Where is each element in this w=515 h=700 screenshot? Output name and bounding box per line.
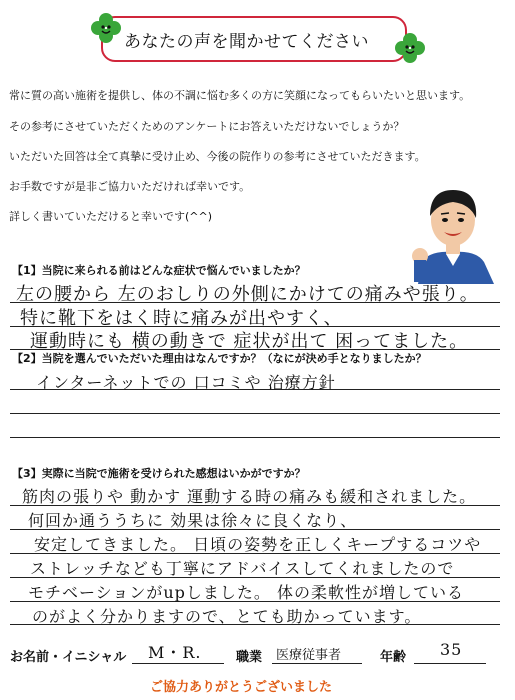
intro-line: 常に質の高い施術を提供し、体の不調に悩む多くの方に笑顔になってもらいたいと思います。	[9, 89, 471, 102]
handwritten-answer: モチベーションがupしました。 体の柔軟性が増している	[28, 583, 464, 602]
handwritten-answer: 何回か通ううちに 効果は徐々に良くなり、	[28, 511, 358, 530]
question-2-label: 【2】当院を選んでいただいた理由はなんですか？（なにが決め手となりましたか？	[12, 352, 427, 365]
job-value: 医療従事者	[276, 648, 342, 663]
name-label: お名前・イニシャル	[10, 650, 127, 665]
job-label: 職業	[236, 650, 263, 665]
handwritten-answer: 左の腰から 左のおしりの外側にかけての痛みや張り。	[16, 284, 479, 305]
clover-icon	[88, 10, 124, 46]
intro-line: 詳しく書いていただけると幸いです(^^)	[9, 210, 213, 223]
age-value: 35	[440, 640, 463, 659]
thanks-message: ご協力ありがとうございました	[150, 680, 333, 695]
intro-line: お手数ですが是非ご協力いただければ幸いです。	[9, 180, 251, 193]
handwritten-answer: のがよく分かりますので、とても助かっています。	[32, 607, 422, 626]
job-line	[272, 663, 362, 664]
handwritten-answer: ストレッチなども丁寧にアドバイスしてくれましたので	[30, 559, 455, 578]
page-title: あなたの声を聞かせてください	[124, 32, 369, 52]
age-line	[414, 663, 486, 664]
handwritten-answer: 安定してきました。 日頃の姿勢を正しくキープするコツや	[34, 535, 482, 554]
handwritten-answer: 特に靴下をはく時に痛みが出やすく、	[20, 308, 343, 329]
intro-line: その参考にさせていただくためのアンケートにお答えいただけないでしょうか？	[9, 120, 405, 133]
answer-line	[10, 437, 500, 438]
age-label: 年齢	[380, 650, 407, 665]
handwritten-answer: インターネットでの 口コミや 治療方針	[36, 373, 336, 392]
staff-caricature	[408, 182, 498, 284]
handwritten-answer: 筋肉の張りや 動かす 運動する時の痛みも緩和されました。	[22, 487, 477, 506]
intro-line: いただいた回答は全て真摯に受け止め、今後の院作りの参考にさせていただきます。	[9, 150, 426, 163]
name-line	[132, 663, 224, 664]
answer-line	[10, 413, 500, 414]
question-3-label: 【3】実際に当院で施術を受けられた感想はいかがですか？	[12, 467, 306, 480]
question-1-label: 【1】当院に来られる前はどんな症状で悩んでいましたか？	[12, 264, 306, 277]
name-value: M・R.	[148, 643, 202, 662]
handwritten-answer: 運動時にも 横の動きで 症状が出て 困ってました。	[30, 331, 469, 352]
clover-icon	[392, 30, 428, 66]
